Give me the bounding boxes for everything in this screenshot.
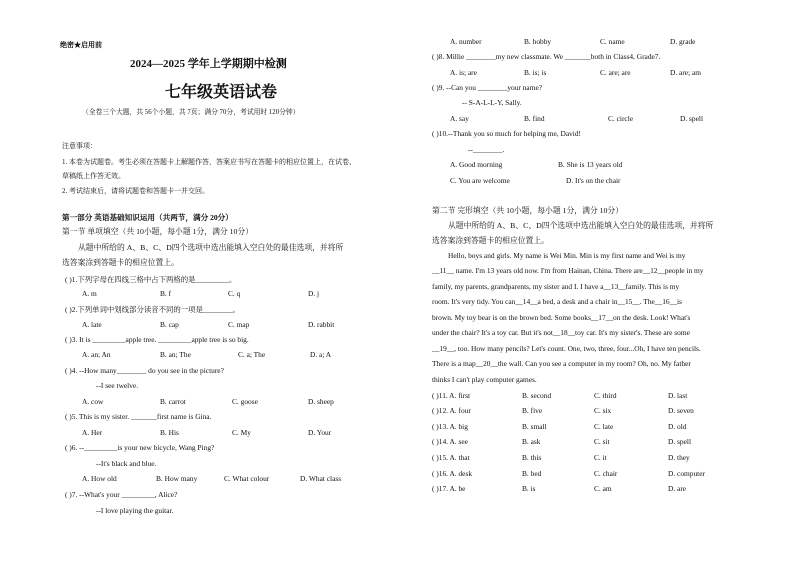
q6-option-b: B. How many [156, 474, 198, 483]
q2-option-b: B. cap [160, 320, 179, 329]
section-1-heading: 第一节 单项填空（共 10小题，每小题 1分，满分 10分） [62, 227, 254, 236]
cloze-14-d: D. spell [668, 437, 691, 446]
q2-option-c: C. map [228, 320, 250, 329]
question-10-answer-line: --________. [468, 145, 505, 154]
passage-line-8: There is a map__20__the wall. Can you see a computer in my room? Oh, no. My father [432, 359, 691, 368]
q10-option-d: D. It's on the chair [566, 176, 621, 185]
passage-line-1: Hello, boys and girls. My name is Wei Min. Min is my first name and Wei is my [448, 251, 686, 260]
cloze-11-c: C. third [594, 391, 617, 400]
cloze-17-d: D. are [668, 484, 687, 493]
note-1b: 草稿纸上作答无效。 [62, 172, 125, 180]
note-2: 2. 考试结束后，请将试题卷和答题卡一并交回。 [62, 187, 209, 195]
question-7: ( )7. --What's your _________, Alice? [65, 490, 178, 499]
cloze-13: ( )13. A. big [432, 422, 468, 431]
cloze-16-d: D. computer [668, 469, 705, 478]
secret-label: 绝密★启用前 [60, 41, 102, 49]
cloze-17-b: B. is [522, 484, 536, 493]
cloze-16-b: B. bed [522, 469, 542, 478]
note-1a: 1. 本卷为试题卷。考生必须在答题卡上解题作答，答案应书写在答题卡的相应位置上，在试卷、 [62, 158, 356, 166]
question-5: ( )5. This is my sister. _______first name is Gina. [65, 412, 212, 421]
question-1: ( )1.下列字母在四线三格中占下两格的是_________。 [65, 275, 237, 284]
q7-option-c: C. name [600, 37, 625, 46]
question-4: ( )4. --How many________ do you see in the picture? [65, 366, 224, 375]
q1-option-d: D. j [308, 289, 320, 298]
q7-option-a: A. number [450, 37, 482, 46]
notes-title: 注意事项： [62, 142, 97, 150]
question-9-answer-line: -- S-A-L-L-Y, Sally. [462, 98, 522, 107]
q8-option-d: D. are; am [670, 68, 701, 77]
section-2-heading: 第二节 完形填空（共 10小题，每小题 1分，满分 10分） [432, 206, 624, 215]
q1-option-a: A. m [82, 289, 97, 298]
part-1-heading: 第一部分 英语基础知识运用（共两节，满分 20分） [62, 213, 233, 222]
q3-option-a: A. an; An [82, 350, 111, 359]
passage-line-5: brown. My toy bear is on the brown bed. Some books__17__on the desk. Look! What's [432, 313, 691, 322]
cloze-12-b: B. five [522, 406, 543, 415]
question-6-answer-line: --It's black and blue. [96, 459, 157, 468]
cloze-13-b: B. small [522, 422, 547, 431]
question-6: ( )6. --_________is your new bicycle, Wang Ping? [65, 443, 215, 452]
question-2: ( )2.下列单词中划线部分读音不同的一项是________。 [65, 305, 240, 314]
cloze-17-c: C. am [594, 484, 612, 493]
cloze-15-b: B. this [522, 453, 542, 462]
q3-option-c: C. a; The [238, 350, 266, 359]
cloze-13-c: C. late [594, 422, 614, 431]
q8-option-a: A. is; are [450, 68, 477, 77]
cloze-17: ( )17. A. be [432, 484, 466, 493]
q7-option-b: B. hobby [524, 37, 552, 46]
q3-option-d: D. a; A [310, 350, 332, 359]
q8-option-b: B. is; is [524, 68, 547, 77]
q5-option-a: A. Her [82, 428, 103, 437]
cloze-14-c: C. sit [594, 437, 610, 446]
cloze-12: ( )12. A. four [432, 406, 471, 415]
cloze-11-d: D. last [668, 391, 688, 400]
cloze-12-d: D. seven [668, 406, 694, 415]
passage-line-7: __19__, too. How many pencils? Let's count. One, two, three, four...Oh, I have ten pencils. [432, 344, 701, 353]
question-9: ( )9. --Can you ________your name? [432, 83, 543, 92]
question-7-answer-line: --I love playing the guitar. [96, 506, 174, 515]
q10-option-c: C. You are welcome [450, 176, 510, 185]
q6-option-d: D. What class [300, 474, 342, 483]
q4-option-d: D. sheep [308, 397, 334, 406]
exam-title: 2024—2025 学年上学期期中检测 [130, 58, 287, 70]
section-2-instruction-2: 选答案涂到答题卡的相应位置上。 [432, 236, 549, 245]
cloze-12-c: C. six [594, 406, 612, 415]
cloze-11: ( )11. A. first [432, 391, 471, 400]
paper-title: 七年级英语试卷 [165, 84, 278, 101]
question-3: ( )3. It is _________apple tree. _________apple tree is so big. [65, 335, 249, 344]
q5-option-c: C. My [232, 428, 251, 437]
q3-option-b: B. an; The [160, 350, 191, 359]
passage-line-4: room. It's very tidy. You can__14__a bed, a desk and a chair in__15__. The__16__is [432, 297, 682, 306]
q6-option-a: A. How old [82, 474, 117, 483]
question-8: ( )8. Millie ________my new classmate. We _______both in Class4, Grade7. [432, 52, 661, 61]
cloze-15-c: C. it [594, 453, 607, 462]
cloze-11-b: B. second [522, 391, 552, 400]
passage-line-3: family, my parents, grandparents, my sister and I. I have a__13__family. This is my [432, 282, 680, 291]
section-1-instruction-1: 从题中所给的 A、B、C、D四个选项中选出能填入空白处的最佳选项，并将所 [78, 243, 344, 252]
q10-option-b: B. She is 13 years old [558, 160, 623, 169]
q4-option-c: C. goose [232, 397, 258, 406]
q1-option-b: B. f [160, 289, 172, 298]
q7-option-d: D. grade [670, 37, 696, 46]
q5-option-d: D. Your [308, 428, 332, 437]
cloze-14-b: B. ask [522, 437, 541, 446]
cloze-16: ( )16. A. desk [432, 469, 473, 478]
q9-option-a: A. say [450, 114, 469, 123]
passage-line-9: thinks I can't play computer games. [432, 375, 537, 384]
q6-option-c: C. What colour [224, 474, 270, 483]
q9-option-c: C. circle [608, 114, 634, 123]
q5-option-b: B. His [160, 428, 179, 437]
q1-option-c: C. q [228, 289, 241, 298]
cloze-15: ( )15. A. that [432, 453, 470, 462]
cloze-13-d: D. old [668, 422, 687, 431]
passage-line-2: __11__ name. I'm 13 years old now. I'm from Hainan, China. There are__12__people in my [432, 266, 704, 275]
q9-option-b: B. find [524, 114, 545, 123]
cloze-16-c: C. chair [594, 469, 618, 478]
cloze-14: ( )14. A. see [432, 437, 468, 446]
q8-option-c: C. are; are [600, 68, 631, 77]
section-2-instruction-1: 从题中所给的 A、B、C、D四个选项中选出能填入空白处的最佳选项，并将所 [448, 221, 714, 230]
q10-option-a: A. Good morning [450, 160, 503, 169]
q2-option-a: A. late [82, 320, 102, 329]
passage-line-6: under the chair? It's a toy car. But it's not__18__toy car. It's my sister's. These are some [432, 328, 690, 337]
q2-option-d: D. rabbit [308, 320, 335, 329]
section-1-instruction-2: 选答案涂到答题卡的相应位置上。 [62, 258, 179, 267]
q4-option-a: A. cow [82, 397, 104, 406]
question-10: ( )10.--Thank you so much for helping me, David! [432, 129, 582, 138]
q4-option-b: B. carrot [160, 397, 186, 406]
q9-option-d: D. spell [680, 114, 703, 123]
question-4-answer-line: --I see twelve. [96, 381, 139, 390]
exam-info: （全卷三个大题，共 56个小题，共 7页；满分 70分，考试用时 120分钟） [82, 109, 300, 116]
cloze-15-d: D. they [668, 453, 690, 462]
